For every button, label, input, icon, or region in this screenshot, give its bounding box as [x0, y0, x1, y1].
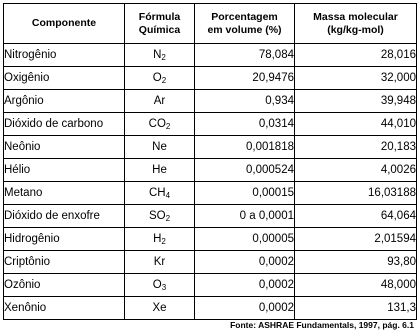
volume-percent: 0,0002	[195, 274, 295, 297]
header-component	[4, 4, 125, 44]
header-percent	[195, 4, 295, 44]
formula-symbol: He	[152, 163, 167, 176]
formula-symbol: N	[153, 48, 162, 61]
formula-subscript: 4	[165, 190, 171, 200]
component-name: Hélio	[4, 159, 125, 182]
volume-percent: 0,000524	[195, 159, 295, 182]
molecular-mass: 20,183	[295, 136, 417, 159]
molecular-mass: 39,948	[295, 90, 417, 113]
formula-symbol: CO	[148, 117, 166, 130]
header-percent-line1: Porcentagem	[211, 10, 278, 23]
formula-symbol: H	[153, 232, 162, 245]
molecular-mass: 44,010	[295, 113, 417, 136]
molecular-mass: 28,016	[295, 44, 417, 67]
chemical-formula	[125, 251, 195, 274]
component-name: Nitrogênio	[4, 44, 125, 67]
volume-percent: 0,0002	[195, 251, 295, 274]
chemical-formula	[125, 113, 195, 136]
formula-symbol: Ar	[153, 94, 166, 107]
molecular-mass: 16,03188	[295, 182, 417, 205]
table-row	[4, 228, 417, 251]
header-percent-line2: em volume (%)	[207, 23, 282, 36]
header-mass-line1: Massa molecular	[313, 10, 398, 23]
table-row	[4, 297, 417, 320]
component-name: Criptônio	[4, 251, 125, 274]
table-row	[4, 113, 417, 136]
formula-symbol: Ne	[152, 140, 167, 153]
component-name: Oxigênio	[4, 67, 125, 90]
formula-subscript: 2	[165, 121, 171, 131]
component-name: Argônio	[4, 90, 125, 113]
molecular-mass: 64,064	[295, 205, 417, 228]
chemical-formula	[125, 90, 195, 113]
chemical-formula	[125, 44, 195, 67]
chemical-formula	[125, 228, 195, 251]
air-composition-table	[3, 3, 417, 320]
table-row	[4, 205, 417, 228]
molecular-mass: 93,80	[295, 251, 417, 274]
molecular-mass: 131,3	[295, 297, 417, 320]
table-row	[4, 274, 417, 297]
volume-percent: 0,00005	[195, 228, 295, 251]
volume-percent: 78,084	[195, 44, 295, 67]
formula-symbol: O	[152, 71, 162, 84]
formula-symbol: Xe	[152, 301, 167, 314]
chemical-formula	[125, 297, 195, 320]
formula-subscript: 2	[161, 75, 167, 85]
formula-symbol: Kr	[153, 255, 166, 268]
volume-percent: 0,934	[195, 90, 295, 113]
molecular-mass: 2,01594	[295, 228, 417, 251]
chemical-formula	[125, 159, 195, 182]
component-name: Ozônio	[4, 274, 125, 297]
formula-symbol: O	[152, 278, 162, 291]
volume-percent: 0,0002	[195, 297, 295, 320]
volume-percent: 0 a 0,0001	[195, 205, 295, 228]
component-name: Dióxido de enxofre	[4, 205, 125, 228]
chemical-formula	[125, 67, 195, 90]
header-formula	[125, 4, 195, 44]
table-row	[4, 182, 417, 205]
header-mass-line2: (kg/kg-mol)	[327, 23, 384, 36]
header-mass	[295, 4, 417, 44]
header-formula-line1: Fórmula	[138, 10, 181, 23]
table-row	[4, 90, 417, 113]
component-name: Hidrogênio	[4, 228, 125, 251]
table-row	[4, 136, 417, 159]
formula-subscript: 2	[161, 52, 166, 62]
header-row	[4, 4, 417, 44]
chemical-formula	[125, 274, 195, 297]
component-name: Metano	[4, 182, 125, 205]
table-row	[4, 251, 417, 274]
table-row	[4, 67, 417, 90]
volume-percent: 0,001818	[195, 136, 295, 159]
component-name: Dióxido de carbono	[4, 113, 125, 136]
volume-percent: 20,9476	[195, 67, 295, 90]
volume-percent: 0,0314	[195, 113, 295, 136]
formula-symbol: SO	[148, 209, 166, 222]
component-name: Xenônio	[4, 297, 125, 320]
volume-percent: 0,00015	[195, 182, 295, 205]
source-note: Fonte: ASHRAE Fundamentals, 1997, pág. 6.1	[230, 320, 414, 330]
header-component-label: Componente	[31, 17, 97, 29]
table-row	[4, 44, 417, 67]
component-name: Neônio	[4, 136, 125, 159]
chemical-formula	[125, 182, 195, 205]
chemical-formula	[125, 136, 195, 159]
molecular-mass: 4,0026	[295, 159, 417, 182]
molecular-mass: 48,000	[295, 274, 417, 297]
table-body	[4, 44, 417, 320]
formula-subscript: 3	[161, 282, 167, 292]
molecular-mass: 32,000	[295, 67, 417, 90]
formula-subscript: 2	[161, 236, 166, 246]
table-row	[4, 159, 417, 182]
formula-symbol: CH	[148, 186, 166, 199]
chemical-formula	[125, 205, 195, 228]
formula-subscript: 2	[165, 213, 171, 223]
header-formula-line2: Química	[138, 23, 181, 36]
